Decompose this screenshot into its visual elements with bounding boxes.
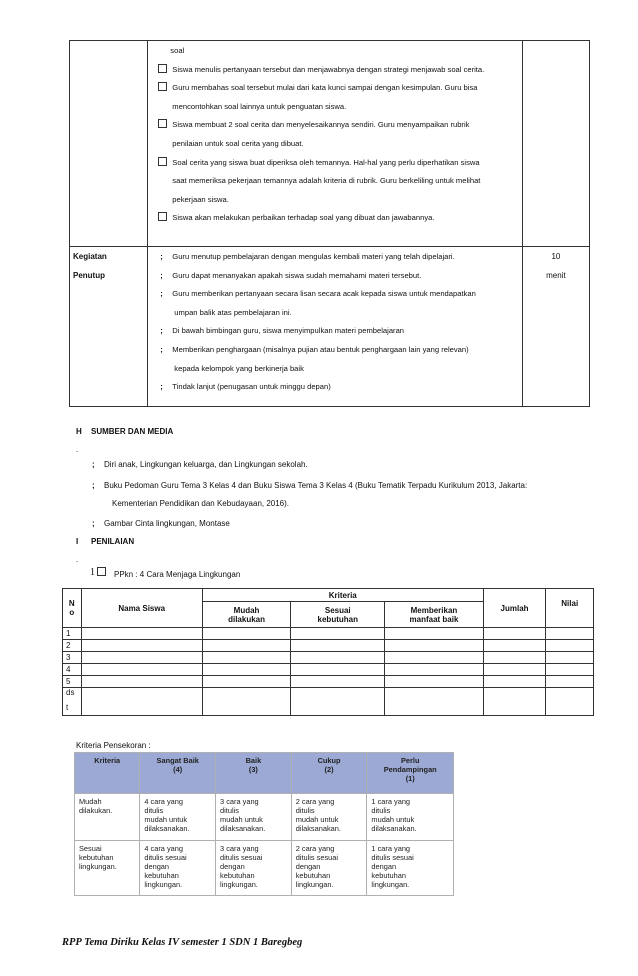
rubric-cell: 4 cara yang ditulis sesuai dengan kebutuhan lingkungan. [140,841,216,896]
activity-label-cell [70,41,148,247]
bullet-icon: ; [160,252,163,261]
rubric-header: Cukup (2) [291,753,367,794]
checkbox-icon [158,212,167,221]
closing-activity-cell [148,247,522,407]
header-c1: Mudah dilakukan [202,602,290,628]
activity-line: ; Guru dapat menanyakan apakah siswa sudah memahami materi tersebut. [160,270,422,280]
activity-line: Guru membahas soal tersebut mulai dari kata kunci sampai dengan kesimpulan. Guru bisa [158,82,513,101]
activity-line: ; Guru memberikan pertanyaan secara lisan secara acak kepada siswa untuk mendapatkan [160,289,476,299]
rubric-cell: 2 cara yang ditulis mudah untuk dilaksanakan. [291,794,367,841]
bullet-icon: ; [160,270,163,280]
header-c3: Memberikan manfaat baik [385,602,483,628]
rubric-cell: 1 cara yang ditulis mudah untuk dilaksanakan. [367,794,454,841]
rubric-cell: 1 cara yang ditulis sesuai dengan kebutuhan lingkungan. [367,841,454,896]
checkbox-icon [97,567,106,576]
closing-time-unit: menit [546,271,566,280]
closing-label-cell [70,247,148,407]
rubric-cell: Mudah dilakukan. [75,794,140,841]
checkbox-icon [158,119,167,128]
activity-line: mencontohkan soal lainnya untuk penguatan siswa. [172,101,347,111]
bullet-icon: ; [92,481,95,490]
rubric-cell: Sesuai kebutuhan lingkungan. [75,841,140,896]
source-item-2: ; Buku Pedoman Guru Tema 3 Kelas 4 dan Buku Siswa Tema 3 Kelas 4 (Buku Tematik Terpadu Kurikulum 2013, Jakarta: [92,481,528,490]
page-footer: RPP Tema Diriku Kelas IV semester 1 SDN 1 Baregbeg [62,937,303,948]
header-criteria: Kriteria [202,589,483,602]
rubric-label: Kriteria Pensekoran : [76,741,151,750]
bullet-icon: ; [160,382,163,392]
rubric-header: Kriteria [75,753,140,794]
header-c2: Sesuai kebutuhan [291,602,385,628]
activity-line: Siswa menulis pertanyaan tersebut dan menjawabnya dengan strategi menjawab soal cerita. [158,64,513,83]
row-no: 5 [63,676,82,688]
section-h-letter: H [76,427,82,436]
checkbox-icon [158,82,167,91]
bullet-icon: ; [92,519,95,528]
header-name: Nama Siswa [81,589,202,628]
closing-label-1: Kegiatan [73,252,107,261]
activity-line: Siswa membuat 2 soal cerita dan menyelesaikannya sendiri. Guru menyampaikan rubrik [158,119,513,138]
closing-activity-list [148,247,521,400]
rubric-cell: 2 cara yang ditulis sesuai dengan kebutuhan lingkungan. [291,841,367,896]
activity-line: ; Di bawah bimbingan guru, siswa menyimpulkan materi pembelajaran [160,326,405,336]
activity-line: ; Guru menutup pembelajaran dengan mengulas kembali materi yang telah dipelajari. [160,252,455,261]
activity-table [69,40,590,407]
rubric-cell: 4 cara yang ditulis mudah untuk dilaksanakan. [140,794,216,841]
section-h-title: SUMBER DAN MEDIA [91,427,174,436]
rubric-header: Perlu Pendampingan (1) [367,753,454,794]
source-item-3: ; Gambar Cinta lingkungan, Montase [92,519,230,528]
activity-line: kepada kelompok yang berkinerja baik [174,363,304,373]
bullet-icon: ; [160,326,163,336]
activity-line: umpan balik atas pembelajaran ini. [174,307,292,317]
activity-line: Soal cerita yang siswa buat diperiksa oleh temannya. Hal-hal yang perlu diperhatikan siswa [158,157,513,176]
checkbox-icon [158,157,167,166]
assessment-table [62,588,594,716]
bullet-icon: ; [160,289,163,299]
checkbox-icon [158,64,167,73]
rubric-cell: 3 cara yang ditulis sesuai dengan kebutuhan lingkungan. [216,841,292,896]
header-no: N o [63,589,82,628]
section-i-title: PENILAIAN [91,537,135,546]
rubric-cell: 3 cara yang ditulis mudah untuk dilaksanakan. [216,794,292,841]
section-h-dot: . [76,445,79,454]
closing-time-value: 10 [551,252,561,261]
rubric-header: Sangat Baik (4) [140,753,216,794]
section-i-dot: . [76,555,79,564]
closing-time-cell [522,247,589,407]
row-no: 3 [63,652,82,664]
closing-label-2: Penutup [73,271,105,280]
activity-line: pekerjaan siswa. [172,194,229,204]
activity-line: soal [170,46,185,55]
activity-line: penilaian untuk soal cerita yang dibuat. [172,138,304,148]
row-no: 4 [63,664,82,676]
bullet-icon: ; [160,344,163,354]
core-activity-list [148,41,521,231]
subsection-title: PPkn : 4 Cara Menjaga Lingkungan [114,570,241,579]
activity-line: ; Memberikan penghargaan (misalnya pujian atau bentuk penghargaan lain yang relevan) [160,344,469,354]
header-sum: Jumlah [483,589,546,628]
activity-line: saat memeriksa pekerjaan temannya adalah kriteria di rubrik. Guru berkeliling untuk melihat [172,176,481,186]
section-i-letter: I [76,537,79,546]
core-time-cell [522,41,589,247]
row-no: 2 [63,640,82,652]
rubric-header: Baik (3) [216,753,292,794]
bullet-icon: ; [92,460,95,469]
source-item-2-cont: Kementerian Pendidikan dan Kebudayaan, 2016). [112,499,290,508]
activity-line: Siswa akan melakukan perbaikan terhadap soal yang dibuat dan jawabannya. [158,212,513,231]
activity-line: ; Tindak lanjut (penugasan untuk minggu depan) [160,382,331,392]
source-item-1: ; Diri anak, Lingkungan keluarga, dan Lingkungan sekolah. [92,460,308,469]
header-score: Nilai [546,589,594,628]
rubric-table [74,752,454,896]
subsection-number: 1 [90,567,106,578]
row-no-last: ds t [63,688,82,716]
row-no: 1 [63,628,82,640]
core-activity-cell [148,41,522,247]
